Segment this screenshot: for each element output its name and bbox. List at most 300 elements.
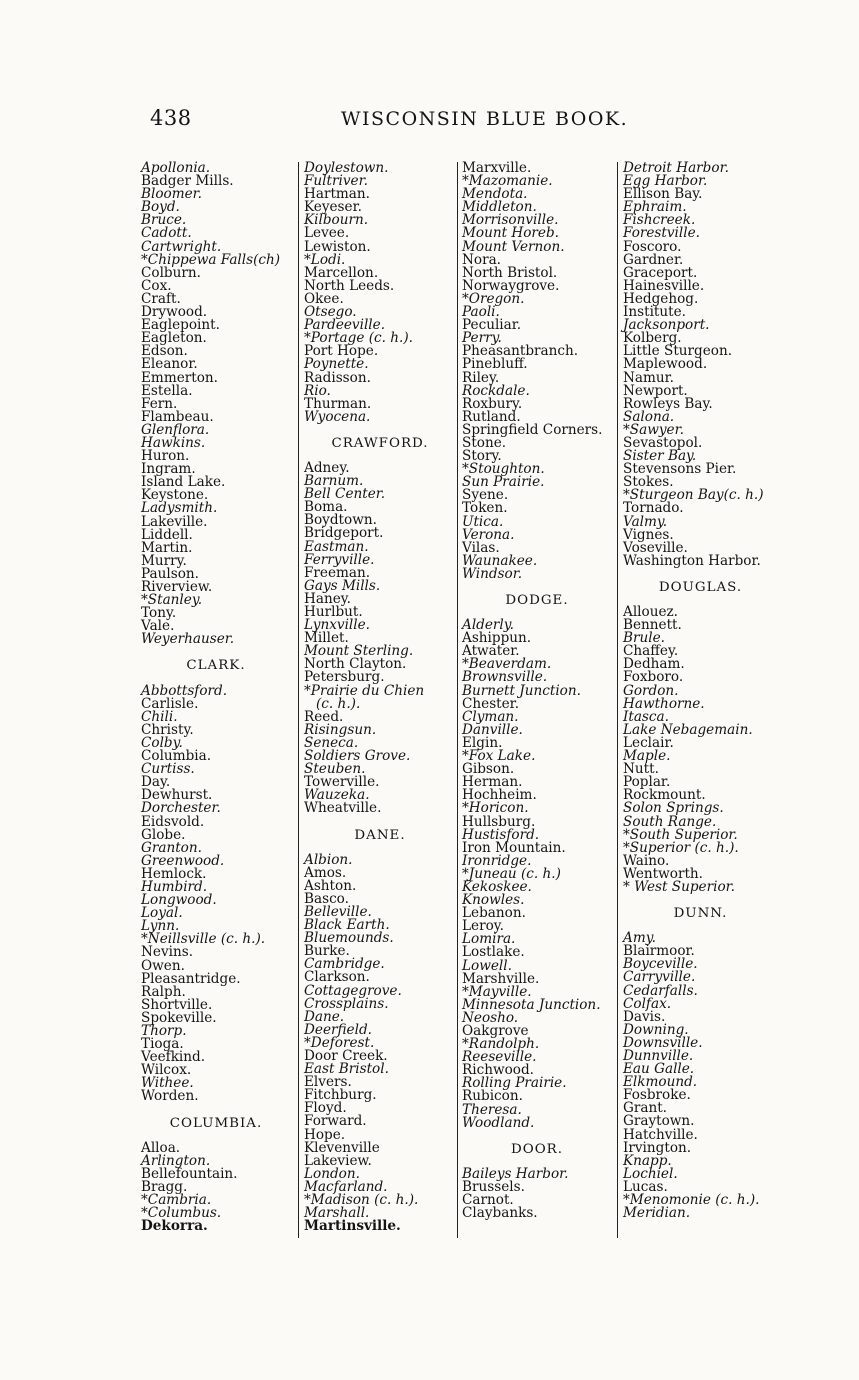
town-entry: Macfarland.	[304, 1178, 388, 1195]
town-entry: Graytown.	[623, 1113, 695, 1130]
town-entry: Christy.	[141, 721, 194, 738]
town-entry: Ellison Bay.	[623, 186, 703, 203]
town-entry: North Clayton.	[304, 656, 407, 673]
town-entry: Brownsville.	[462, 669, 548, 686]
town-entry: *Mayville.	[462, 983, 532, 1000]
town-entry: Granton.	[141, 839, 202, 856]
town-entry: Drywood.	[141, 304, 208, 321]
town-entry: Eastman.	[304, 538, 369, 555]
town-entry: Mount Sterling.	[304, 643, 414, 660]
town-entry: Fosbroke.	[623, 1087, 691, 1104]
town-entry: Chester.	[462, 695, 520, 712]
town-entry: *Randolph.	[462, 1036, 540, 1053]
town-entry: Ashippun.	[462, 630, 532, 647]
town-entry: Claybanks.	[462, 1205, 538, 1222]
town-entry: Tony.	[141, 605, 177, 622]
town-entry: *Superior (c. h.).	[623, 839, 739, 856]
town-entry: Stokes.	[623, 474, 674, 491]
county-heading: DUNN.	[673, 906, 728, 922]
town-entry: Keyeser.	[304, 199, 362, 216]
town-entry: Cadott.	[141, 225, 192, 242]
town-entry: Newport.	[623, 382, 688, 399]
town-entry: *Juneau (c. h.)	[462, 865, 561, 882]
town-entry: Lucas.	[623, 1178, 668, 1195]
town-entry: Alloa.	[141, 1139, 181, 1156]
town-entry: Gays Mills.	[304, 577, 381, 594]
town-entry: Otsego.	[304, 304, 357, 321]
town-entry: Norwaygrove.	[462, 277, 560, 294]
town-entry: Wentworth.	[623, 865, 703, 882]
town-entry: Greenwood.	[141, 852, 225, 869]
town-entry: Deerfield.	[304, 1021, 372, 1038]
town-entry: Dekorra.	[141, 1218, 208, 1235]
town-entry: Steuben.	[304, 761, 366, 778]
town-entry: Lynxville.	[304, 617, 370, 634]
town-entry: Hullsburg.	[462, 813, 536, 830]
town-entry: Sevastopol.	[623, 434, 703, 451]
town-entry: Columbia.	[141, 748, 212, 765]
column-1	[141, 162, 291, 1233]
town-entry: Cartwright.	[141, 238, 222, 255]
town-entry: Leroy.	[462, 918, 504, 935]
town-entry: Crossplains.	[304, 995, 389, 1012]
town-entry: Kilbourn.	[304, 212, 369, 229]
town-entry: Dewhurst.	[141, 787, 213, 804]
town-entry: Marxville.	[462, 160, 532, 176]
town-entry: Leclair.	[623, 734, 674, 751]
town-entry: Liddell.	[141, 526, 193, 543]
town-entry: Murry.	[141, 552, 187, 569]
town-entry: Levee.	[304, 225, 350, 242]
town-entry: *Oregon.	[462, 290, 525, 307]
town-entry: Rowleys Bay.	[623, 395, 713, 412]
town-entry: Keystone.	[141, 487, 209, 504]
town-entry: *Beaverdam.	[462, 656, 552, 673]
town-entry: Boydtown.	[304, 512, 377, 529]
town-entry: Dedham.	[623, 656, 685, 673]
town-entry: Floyd.	[304, 1100, 347, 1117]
town-entry: Detroit Harbor.	[623, 160, 729, 176]
town-entry: Poynette.	[304, 356, 369, 373]
town-entry: Sister Bay.	[623, 448, 697, 465]
town-entry: Boyd.	[141, 199, 180, 216]
town-entry: Lynn.	[141, 918, 180, 935]
town-entry: Rockdale.	[462, 382, 530, 399]
town-entry: Seneca.	[304, 734, 359, 751]
town-entry: Nutt.	[623, 761, 659, 778]
column-rule	[617, 162, 618, 1238]
town-entry: Bridgeport.	[304, 525, 384, 542]
town-entry: Riverview.	[141, 579, 213, 595]
town-entry: Blairmoor.	[623, 943, 695, 960]
town-entry: Bluemounds.	[304, 930, 394, 947]
town-entry: Minnesota Junction.	[462, 996, 601, 1013]
town-entry: Fultriver.	[304, 173, 368, 190]
column-rule	[298, 162, 299, 1238]
town-entry: Hartman.	[304, 186, 370, 203]
town-entry: Elkmound.	[623, 1074, 698, 1091]
town-entry: Waunakee.	[462, 552, 538, 569]
town-entry: Island Lake.	[141, 474, 226, 491]
town-entry: *Sturgeon Bay(c. h.)	[623, 487, 764, 504]
town-entry: Waino.	[623, 852, 670, 869]
town-entry: *Cambria.	[141, 1192, 212, 1209]
town-entry: * West Superior.	[623, 878, 735, 895]
town-entry: Lakeville.	[141, 513, 208, 530]
town-entry: (c. h.).	[316, 695, 361, 712]
town-entry: Lostlake.	[462, 944, 525, 961]
town-entry: Downsville.	[623, 1034, 703, 1051]
town-entry: Bruce.	[141, 212, 187, 229]
town-entry: Fishcreek.	[623, 212, 696, 229]
town-entry: Weyerhauser.	[141, 631, 235, 648]
town-entry: London.	[304, 1165, 360, 1182]
town-entry: Davis.	[623, 1008, 666, 1025]
town-entry: Dorchester.	[141, 800, 221, 817]
town-entry: Soldiers Grove.	[304, 748, 411, 765]
town-entry: Forestville.	[623, 225, 700, 242]
town-entry: Washington Harbor.	[623, 552, 761, 569]
town-entry: Millet.	[304, 630, 349, 647]
town-entry: Riley.	[462, 369, 500, 386]
town-entry: Spokeville.	[141, 1009, 217, 1026]
town-entry: Amy.	[623, 930, 656, 947]
town-entry: Marcellon.	[304, 264, 379, 281]
town-entry: Allouez.	[623, 604, 678, 620]
town-entry: Radisson.	[304, 369, 371, 386]
town-entry: Estella.	[141, 382, 193, 399]
town-entry: Nora.	[462, 251, 502, 268]
town-entry: Lewiston.	[304, 238, 371, 255]
town-entry: Alderly.	[462, 617, 514, 634]
town-entry: Cox.	[141, 277, 172, 294]
town-entry: Ashton.	[304, 877, 357, 894]
town-entry: *Fox Lake.	[462, 748, 536, 765]
town-entry: Boma.	[304, 499, 348, 516]
town-entry: Craft.	[141, 290, 181, 307]
town-entry: Carlisle.	[141, 695, 199, 712]
town-entry: Adney.	[304, 459, 350, 476]
town-entry: Vilas.	[462, 539, 500, 556]
town-entry: Globe.	[141, 826, 186, 843]
town-entry: Atwater.	[462, 643, 520, 660]
town-entry: Paulson.	[141, 565, 199, 582]
town-entry: Forward.	[304, 1113, 367, 1130]
town-entry: Mount Vernon.	[462, 238, 565, 255]
town-entry: Cottagegrove.	[304, 982, 402, 999]
town-entry: Eaglepoint.	[141, 317, 220, 334]
town-entry: Verona.	[462, 526, 515, 543]
town-entry: Wauzeka.	[304, 787, 370, 804]
town-entry: Okee.	[304, 290, 344, 307]
town-entry: Ironridge.	[462, 852, 532, 869]
town-entry: Badger Mills.	[141, 173, 234, 190]
town-entry: North Bristol.	[462, 264, 558, 281]
town-entry: Petersburg.	[304, 669, 385, 686]
town-entry: Pleasantridge.	[141, 970, 241, 987]
town-entry: Baileys Harbor.	[462, 1165, 569, 1182]
town-entry: Valmy.	[623, 513, 668, 530]
town-entry: Burnett Junction.	[462, 682, 581, 699]
town-entry: Burke.	[304, 943, 350, 960]
page-number: 438	[150, 106, 192, 130]
town-entry: Black Earth.	[304, 917, 390, 934]
town-entry: Hedgehog.	[623, 290, 699, 307]
town-entry: Martin.	[141, 539, 193, 556]
town-entry: Danville.	[462, 721, 523, 738]
town-entry: Glenflora.	[141, 421, 210, 438]
town-entry: Herman.	[462, 774, 523, 791]
town-entry: Maple.	[623, 748, 671, 765]
town-entry: Bellefountain.	[141, 1165, 238, 1182]
town-entry: Nevins.	[141, 944, 194, 961]
town-entry: Boyceville.	[623, 956, 698, 973]
town-entry: Veefkind.	[141, 1049, 206, 1066]
town-entry: Belleville.	[304, 903, 372, 920]
town-entry: Wyocena.	[304, 408, 371, 425]
town-entry: Salona.	[623, 408, 675, 425]
town-entry: Pheasantbranch.	[462, 343, 579, 360]
town-entry: Withee.	[141, 1075, 194, 1092]
town-entry: Rubicon.	[462, 1088, 523, 1105]
town-entry: Grant.	[623, 1100, 668, 1117]
town-entry: Shortville.	[141, 996, 213, 1013]
town-entry: Carnot.	[462, 1192, 514, 1209]
town-entry: Towerville.	[304, 774, 380, 791]
county-heading: CLARK.	[186, 658, 246, 674]
town-entry: Colburn.	[141, 264, 201, 281]
town-entry: Reed.	[304, 708, 344, 725]
town-entry: Elvers.	[304, 1074, 352, 1091]
town-entry: Tioga.	[141, 1036, 184, 1053]
town-entry: Apollonia.	[141, 160, 211, 176]
town-entry: Rutland.	[462, 408, 521, 425]
town-entry: Stevensons Pier.	[623, 461, 737, 478]
town-entry: Longwood.	[141, 892, 217, 909]
town-entry: Lakeview.	[304, 1152, 372, 1169]
town-entry: Albion.	[304, 851, 353, 868]
town-entry: Martinsville.	[304, 1218, 401, 1235]
town-entry: Eau Galle.	[623, 1061, 695, 1078]
town-entry: Doylestown.	[304, 160, 389, 176]
town-entry: Gardner.	[623, 251, 684, 268]
town-entry: Flambeau.	[141, 408, 214, 425]
town-entry: Reeseville.	[462, 1049, 537, 1066]
town-entry: Namur.	[623, 369, 674, 386]
county-heading: DOOR.	[510, 1141, 564, 1157]
town-entry: Chaffey.	[623, 643, 679, 660]
town-entry: Maplewood.	[623, 356, 708, 373]
town-entry: Downing.	[623, 1021, 689, 1038]
town-entry: Amos.	[304, 864, 347, 881]
town-entry: Clyman.	[462, 708, 519, 725]
town-entry: Hurlbut.	[304, 604, 363, 620]
town-entry: Klevenville	[304, 1139, 380, 1156]
town-entry: Institute.	[623, 304, 686, 321]
town-entry: *Chippewa Falls(ch)	[141, 251, 281, 268]
town-entry: Egg Harbor.	[623, 173, 708, 190]
town-entry: Hope.	[304, 1126, 346, 1143]
town-entry: Rio.	[304, 382, 331, 399]
town-entry: Middleton.	[462, 199, 537, 216]
town-entry: Brule.	[623, 630, 665, 647]
county-heading: COLUMBIA.	[169, 1115, 263, 1131]
county-heading: DOUGLAS.	[658, 579, 743, 595]
town-entry: Chili.	[141, 708, 178, 725]
town-entry: East Bristol.	[304, 1061, 389, 1078]
town-entry: Rolling Prairie.	[462, 1075, 567, 1092]
column-4	[623, 162, 778, 1220]
town-entry: Token.	[462, 500, 508, 517]
town-entry: Emmerton.	[141, 369, 218, 386]
town-entry: *Prairie du Chien	[304, 682, 425, 699]
town-entry: Oakgrove	[462, 1023, 529, 1039]
town-entry: Theresa.	[462, 1101, 522, 1118]
town-entry: Tornado.	[623, 500, 684, 517]
town-entry: Graceport.	[623, 264, 698, 281]
town-entry: Carryville.	[623, 969, 696, 986]
town-entry: Eagleton.	[141, 330, 207, 347]
town-entry: Gordon.	[623, 682, 679, 699]
town-entry: Cedarfalls.	[623, 982, 698, 999]
town-entry: *Neillsville (c. h.).	[141, 931, 266, 948]
town-entry: Mendota.	[462, 186, 528, 203]
town-entry: *South Superior.	[623, 826, 738, 843]
town-entry: Haney.	[304, 590, 351, 607]
town-entry: Ingram.	[141, 461, 196, 478]
town-entry: Humbird.	[141, 878, 208, 895]
town-entry: Basco.	[304, 890, 349, 907]
town-entry: Meridian.	[623, 1205, 691, 1222]
town-entry: Clarkson.	[304, 969, 370, 986]
town-entry: Ferryville.	[304, 551, 375, 568]
town-entry: Port Hope.	[304, 343, 379, 360]
column-2	[304, 162, 456, 1233]
town-entry: Fitchburg.	[304, 1087, 377, 1104]
town-entry: Marshall.	[304, 1205, 370, 1222]
town-entry: *Horicon.	[462, 800, 529, 817]
town-entry: Hainesville.	[623, 277, 705, 294]
town-entry: Hatchville.	[623, 1126, 698, 1143]
town-entry: *Mazomanie.	[462, 173, 553, 190]
town-entry: Eidsvold.	[141, 813, 205, 830]
town-entry: Thorp.	[141, 1023, 187, 1039]
town-entry: Huron.	[141, 448, 190, 465]
county-heading: CRAWFORD.	[331, 435, 429, 451]
town-entry: Mount Horeb.	[462, 225, 560, 242]
town-entry: Colfax.	[623, 995, 672, 1012]
town-entry: Abbottsford.	[141, 682, 228, 699]
town-entry: Thurman.	[304, 395, 372, 412]
town-entry: Lochiel.	[623, 1165, 678, 1182]
town-entry: Jacksonport.	[623, 317, 710, 334]
town-entry: Sun Prairie.	[462, 474, 545, 491]
town-entry: Curtiss.	[141, 761, 195, 778]
town-entry: Bloomer.	[141, 186, 202, 203]
town-entry: Lake Nebagemain.	[623, 721, 753, 738]
town-entry: Hemlock.	[141, 865, 207, 882]
town-entry: Story.	[462, 448, 502, 465]
town-entry: Morrisonville.	[462, 212, 559, 229]
column-3	[462, 162, 612, 1220]
town-entry: Wheatville.	[304, 800, 382, 817]
town-entry: *Portage (c. h.).	[304, 330, 413, 347]
town-entry: Paoli.	[462, 304, 500, 321]
town-entry: Roxbury.	[462, 395, 523, 412]
town-entry: Kolberg.	[623, 330, 682, 347]
town-entry: Irvington.	[623, 1139, 692, 1156]
town-entry: Itasca.	[623, 708, 669, 725]
town-entry: North Leeds.	[304, 277, 395, 294]
town-entry: *Menomonie (c. h.).	[623, 1192, 760, 1209]
town-entry: Elgin.	[462, 734, 503, 751]
town-entry: Freeman.	[304, 564, 371, 581]
town-entry: Bragg.	[141, 1178, 188, 1195]
town-entry: Perry.	[462, 330, 502, 347]
running-title: WISCONSIN BLUE BOOK.	[341, 108, 629, 130]
town-entry: Hawthorne.	[623, 695, 705, 712]
town-entry: Neosho.	[462, 1009, 519, 1026]
town-entry: Pinebluff.	[462, 356, 528, 373]
town-entry: Dunnville.	[623, 1048, 694, 1064]
town-entry: Knowles.	[462, 892, 525, 909]
town-entry: Windsor.	[462, 565, 523, 582]
town-entry: Hawkins.	[141, 434, 206, 451]
town-entry: Marshville.	[462, 970, 540, 987]
town-entry: Gibson.	[462, 761, 515, 778]
town-entry: Iron Mountain.	[462, 839, 566, 856]
town-entry: Springfield Corners.	[462, 421, 603, 438]
town-entry: Arlington.	[141, 1152, 211, 1169]
town-entry: Peculiar.	[462, 317, 522, 334]
county-heading: DODGE.	[505, 593, 569, 608]
town-entry: Vale.	[141, 618, 175, 635]
town-entry: Owen.	[141, 957, 185, 974]
town-entry: Ralph.	[141, 983, 186, 1000]
town-entry: Brussels.	[462, 1178, 525, 1195]
town-entry: Hustisford.	[462, 826, 540, 843]
town-entry: Pardeeville.	[304, 317, 386, 334]
town-entry: Day.	[141, 774, 171, 791]
town-entry: Solon Springs.	[623, 800, 724, 817]
town-entry: Rockmount.	[623, 787, 706, 804]
town-entry: Syene.	[462, 487, 509, 504]
town-entry: South Range.	[623, 813, 717, 830]
town-entry: Cambridge.	[304, 956, 385, 973]
town-entry: Ephraim.	[623, 199, 687, 216]
town-entry: Edson.	[141, 343, 188, 360]
town-entry: Lowell.	[462, 957, 512, 974]
town-entry: *Deforest.	[304, 1034, 375, 1051]
town-entry: Bennett.	[623, 617, 682, 634]
town-entry: *Lodi.	[304, 251, 346, 268]
town-entry: Foxboro.	[623, 669, 684, 686]
town-entry: Ladysmith.	[141, 500, 218, 517]
town-entry: Risingsun.	[304, 721, 377, 738]
town-entry: Knapp.	[623, 1152, 672, 1169]
town-entry: Colby.	[141, 734, 183, 751]
town-entry: *Stoughton.	[462, 461, 545, 478]
town-entry: Dane.	[304, 1008, 345, 1025]
town-entry: Barnum.	[304, 473, 364, 490]
town-entry: Eleanor.	[141, 356, 198, 373]
town-entry: Vignes.	[623, 526, 674, 543]
county-heading: DANE.	[354, 827, 406, 843]
town-entry: Little Sturgeon.	[623, 343, 733, 360]
town-entry: Lebanon.	[462, 905, 526, 922]
town-entry: Fern.	[141, 395, 178, 412]
town-entry: *Columbus.	[141, 1205, 222, 1222]
